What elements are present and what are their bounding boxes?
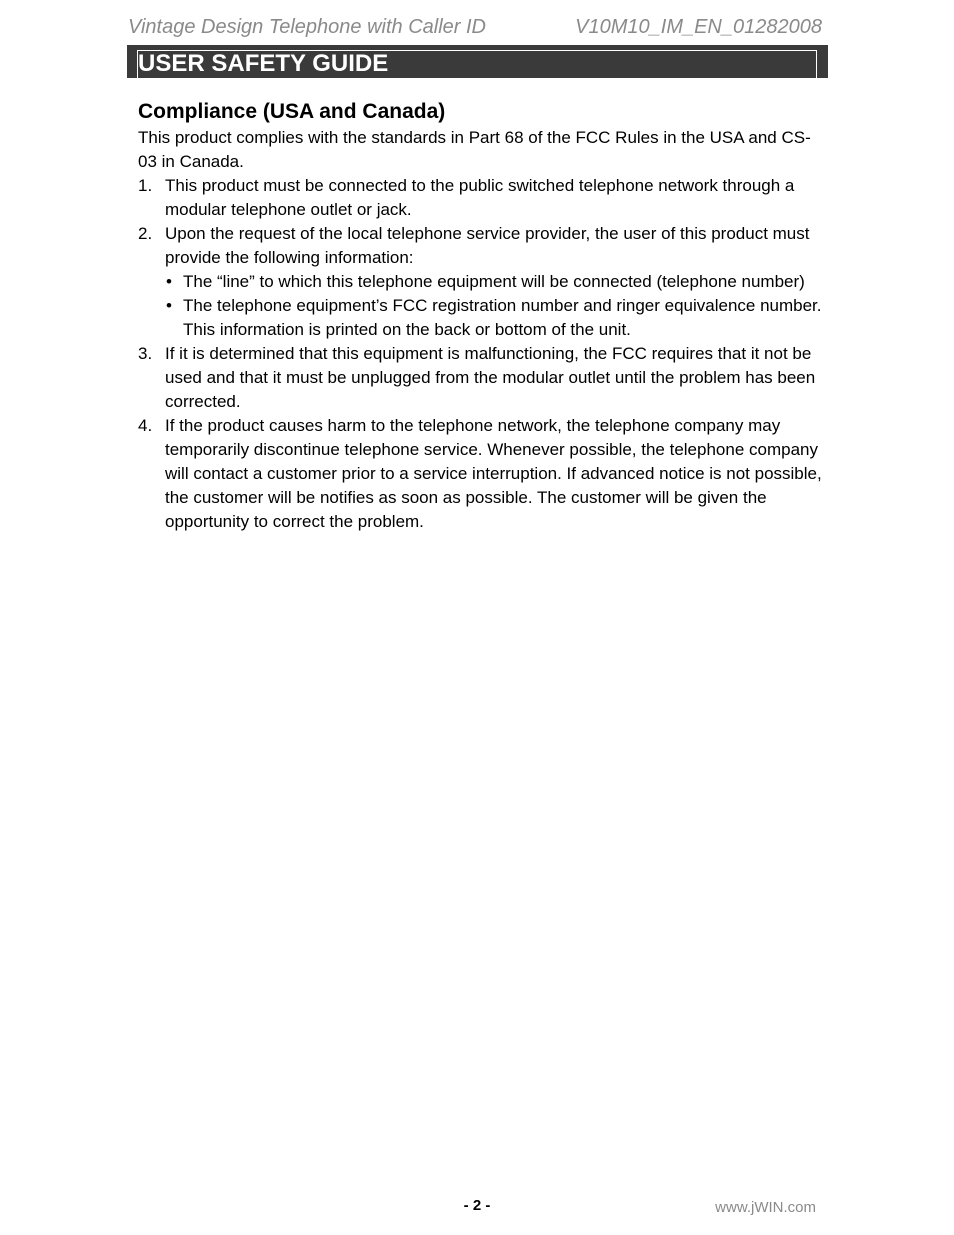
bullet-item [165, 270, 828, 294]
bullet-item [165, 294, 828, 342]
item-number: 2. [138, 224, 153, 243]
item-text: If it is determined that this equipment is malfunctioning, the FCC requires that it not be used and that it must be unplugged from the modular outlet until the problem has been corrected. [165, 344, 816, 411]
bullet-list [165, 270, 828, 342]
document-code: V10M10_IM_EN_01282008 [575, 16, 822, 38]
item-number: 3. [138, 344, 153, 363]
section-heading: Compliance (USA and Canada) [138, 100, 446, 123]
page-number: - 2 - [463, 1197, 491, 1214]
bullet-icon: • [166, 296, 172, 315]
banner-title: USER SAFETY GUIDE [138, 50, 389, 77]
item-text: If the product causes harm to the telephone network, the telephone company may temporarily discontinue telephone service. Whenever possible, the telephone company will contact a customer prior to a service interruption. If advanced notice is not possible, the customer will be notifies as soon as possible. The customer will be given the opportunity to correct the problem. [165, 416, 822, 531]
item-text: This product must be connected to the public switched telephone network through a modular telephone outlet or jack. [165, 176, 795, 219]
bullet-icon: • [166, 272, 172, 291]
list-item [138, 342, 828, 414]
bullet-text: The “line” to which this telephone equipment will be connected (telephone number) [183, 272, 805, 291]
list-item [138, 414, 828, 534]
item-number: 4. [138, 416, 153, 435]
list-item [138, 174, 828, 222]
item-number: 1. [138, 176, 153, 195]
section-banner [127, 45, 828, 78]
page-content [138, 98, 828, 534]
running-header [128, 16, 822, 39]
compliance-list [138, 174, 828, 534]
list-item [138, 222, 828, 342]
intro-paragraph: This product complies with the standards in Part 68 of the FCC Rules in the USA and CS-03 in Canada. [138, 128, 811, 171]
item-text: Upon the request of the local telephone service provider, the user of this product must provide the following information: [165, 224, 810, 267]
bullet-text: The telephone equipment’s FCC registration number and ringer equivalence number. This information is printed on the back or bottom of the unit. [183, 296, 822, 339]
product-title: Vintage Design Telephone with Caller ID [128, 16, 486, 38]
website-link: www.jWIN.com [715, 1199, 816, 1216]
